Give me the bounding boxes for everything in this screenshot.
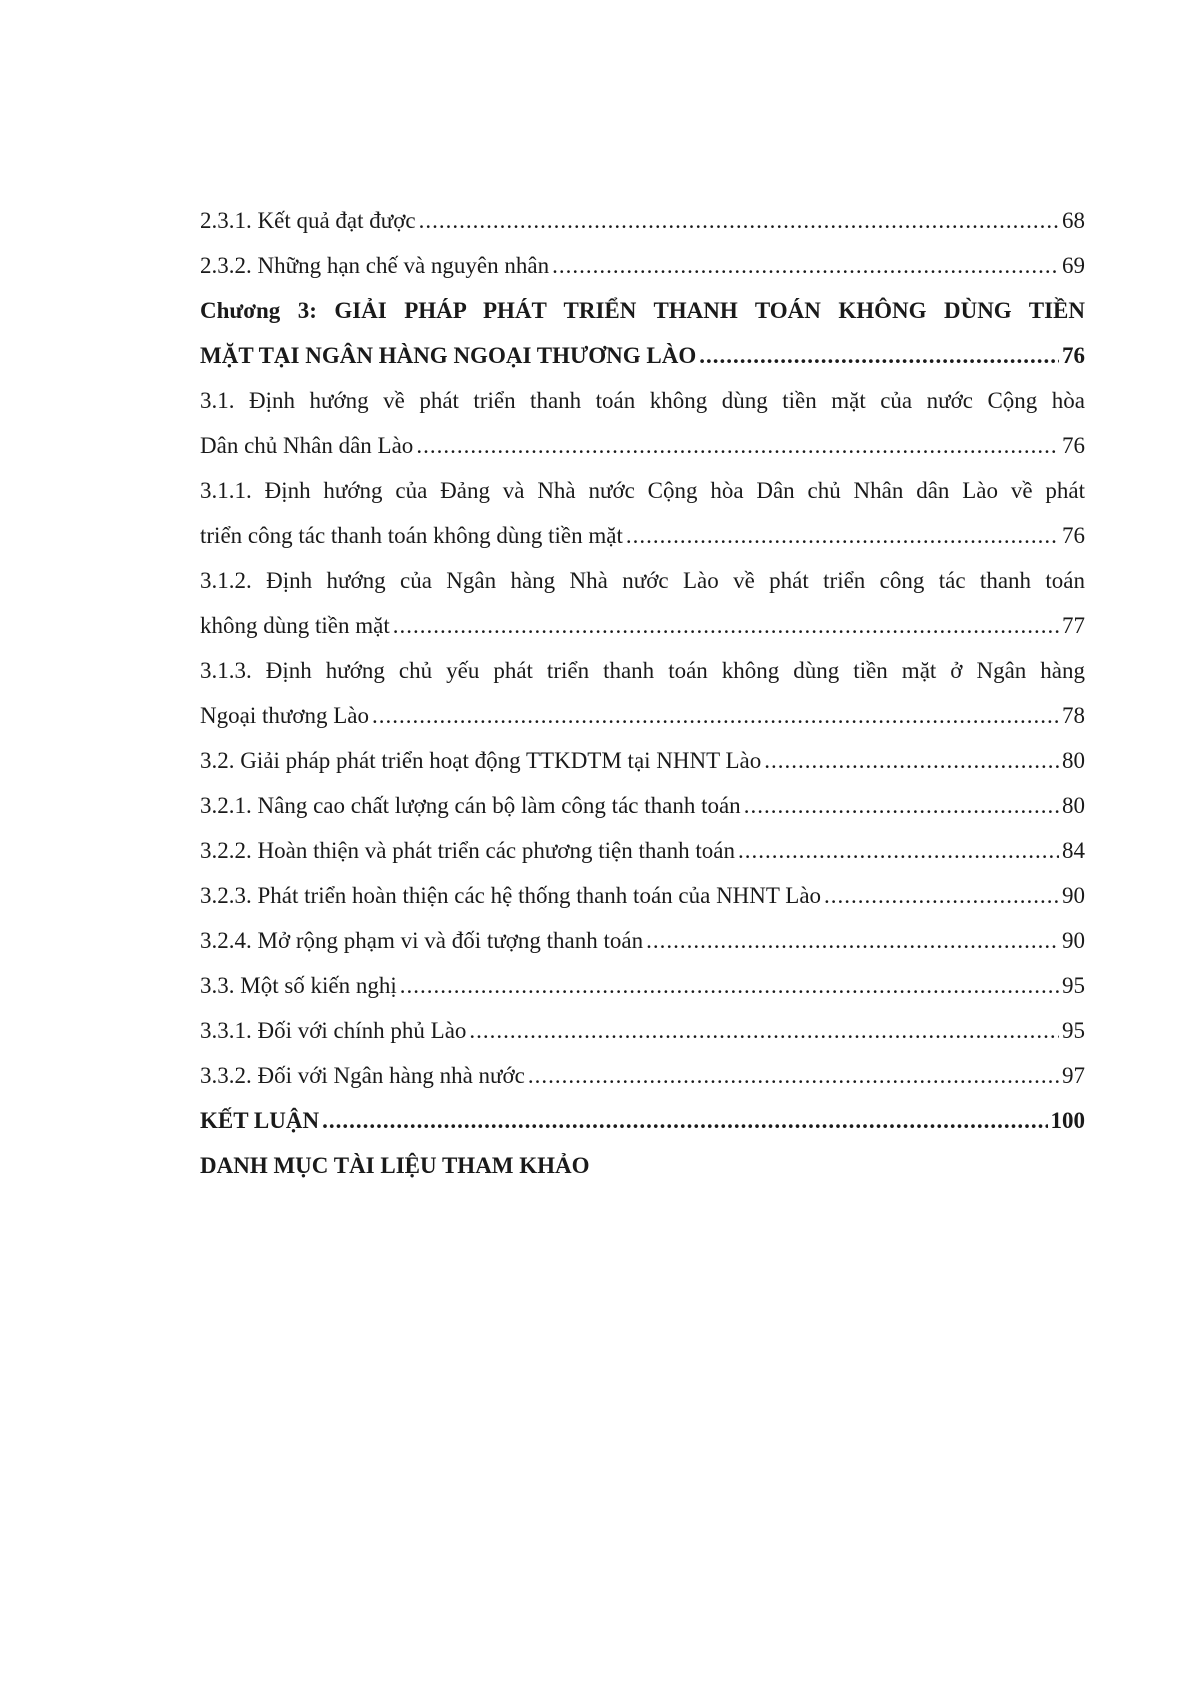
- dot-leader: [646, 918, 1059, 963]
- dot-leader: [322, 1098, 1047, 1143]
- toc-entry: [200, 378, 1085, 468]
- toc-entry-page: 77: [1062, 613, 1085, 638]
- toc-entry-title-line1: 3.1.1. Định hướng của Đảng và Nhà nước Cộng hòa Dân chủ Nhân dân Lào về phát: [200, 478, 1085, 503]
- toc-entry-title: 3.2.1. Nâng cao chất lượng cán bộ làm công tác thanh toán: [200, 793, 741, 818]
- toc-chapter-heading: [200, 288, 1085, 378]
- toc-entry: [200, 243, 1085, 288]
- toc-entry: [200, 1053, 1085, 1098]
- toc-entry-title: 3.2.4. Mở rộng phạm vi và đối tượng thanh toán: [200, 928, 644, 953]
- toc-entry-page: 80: [1062, 748, 1085, 773]
- dot-leader: [416, 423, 1059, 468]
- toc-entry-page: 90: [1062, 883, 1085, 908]
- toc-entry-title: 3.2. Giải pháp phát triển hoạt động TTKDTM tại NHNT Lào: [200, 748, 762, 773]
- toc-entry-page: 68: [1062, 208, 1085, 233]
- toc-entry-title-line1: 3.1.3. Định hướng chủ yếu phát triển thanh toán không dùng tiền mặt ở Ngân hàng: [200, 658, 1085, 683]
- toc-entry: [200, 828, 1085, 873]
- dot-leader: [372, 693, 1059, 738]
- toc-entry: [200, 738, 1085, 783]
- toc-entry-title: DANH MỤC TÀI LIỆU THAM KHẢO: [200, 1153, 590, 1178]
- toc-entry-title: 2.3.1. Kết quả đạt được: [200, 208, 416, 233]
- toc-entry-page: 95: [1062, 973, 1085, 998]
- toc-entry-title-line1: 3.1. Định hướng về phát triển thanh toán không dùng tiền mặt của nước Cộng hòa: [200, 388, 1085, 413]
- dot-leader: [626, 513, 1059, 558]
- toc-entry-title: 3.2.3. Phát triển hoàn thiện các hệ thống thanh toán của NHNT Lào: [200, 883, 822, 908]
- toc-entry: [200, 783, 1085, 828]
- toc-entry-page: 80: [1062, 793, 1085, 818]
- toc-entry-page: 84: [1062, 838, 1085, 863]
- toc-entry-title: 2.3.2. Những hạn chế và nguyên nhân: [200, 253, 550, 278]
- toc-entry-conclusion: [200, 1098, 1085, 1143]
- table-of-contents: [200, 198, 1085, 1188]
- dot-leader: [699, 333, 1059, 378]
- toc-entry: [200, 873, 1085, 918]
- toc-entry-page: 100: [1050, 1108, 1085, 1133]
- toc-entry-title-line2: MẶT TẠI NGÂN HÀNG NGOẠI THƯƠNG LÀO: [200, 343, 697, 368]
- dot-leader: [469, 1008, 1059, 1053]
- toc-entry: [200, 1008, 1085, 1053]
- dot-leader: [419, 198, 1059, 243]
- toc-entry: [200, 918, 1085, 963]
- dot-leader: [824, 873, 1059, 918]
- dot-leader: [552, 243, 1059, 288]
- toc-entry-page: 95: [1062, 1018, 1085, 1043]
- toc-entry-page: 69: [1062, 253, 1085, 278]
- dot-leader: [764, 738, 1059, 783]
- toc-entry: [200, 963, 1085, 1008]
- toc-entry: [200, 198, 1085, 243]
- toc-entry-page: 78: [1062, 703, 1085, 728]
- toc-entry-page: 76: [1062, 523, 1085, 548]
- toc-entry-page: 90: [1062, 928, 1085, 953]
- toc-entry-title: 3.3.2. Đối với Ngân hàng nhà nước: [200, 1063, 525, 1088]
- toc-entry-title: KẾT LUẬN: [200, 1108, 320, 1133]
- toc-entry-title: 3.3.1. Đối với chính phủ Lào: [200, 1018, 467, 1043]
- toc-entry-title-line2: Dân chủ Nhân dân Lào: [200, 433, 414, 458]
- toc-entry: [200, 468, 1085, 558]
- toc-entry: [200, 648, 1085, 738]
- toc-entry-title-line2: không dùng tiền mặt: [200, 613, 390, 638]
- toc-entry-title-line2: Ngoại thương Lào: [200, 703, 369, 728]
- dot-leader: [744, 783, 1059, 828]
- toc-entry-page: 76: [1062, 343, 1085, 368]
- dot-leader: [393, 603, 1059, 648]
- toc-entry-title-line2: triển công tác thanh toán không dùng tiền mặt: [200, 523, 623, 548]
- toc-entry-title-line1: Chương 3: GIẢI PHÁP PHÁT TRIỂN THANH TOÁN KHÔNG DÙNG TIỀN: [200, 298, 1085, 323]
- toc-entry-title-line1: 3.1.2. Định hướng của Ngân hàng Nhà nước Lào về phát triển công tác thanh toán: [200, 568, 1085, 593]
- toc-entry-page: 97: [1062, 1063, 1085, 1088]
- dot-leader: [528, 1053, 1059, 1098]
- toc-entry-references: [200, 1143, 1085, 1188]
- dot-leader: [738, 828, 1059, 873]
- toc-entry-page: 76: [1062, 433, 1085, 458]
- dot-leader: [400, 963, 1059, 1008]
- toc-entry: [200, 558, 1085, 648]
- toc-entry-title: 3.2.2. Hoàn thiện và phát triển các phương tiện thanh toán: [200, 838, 735, 863]
- toc-entry-title: 3.3. Một số kiến nghị: [200, 973, 397, 998]
